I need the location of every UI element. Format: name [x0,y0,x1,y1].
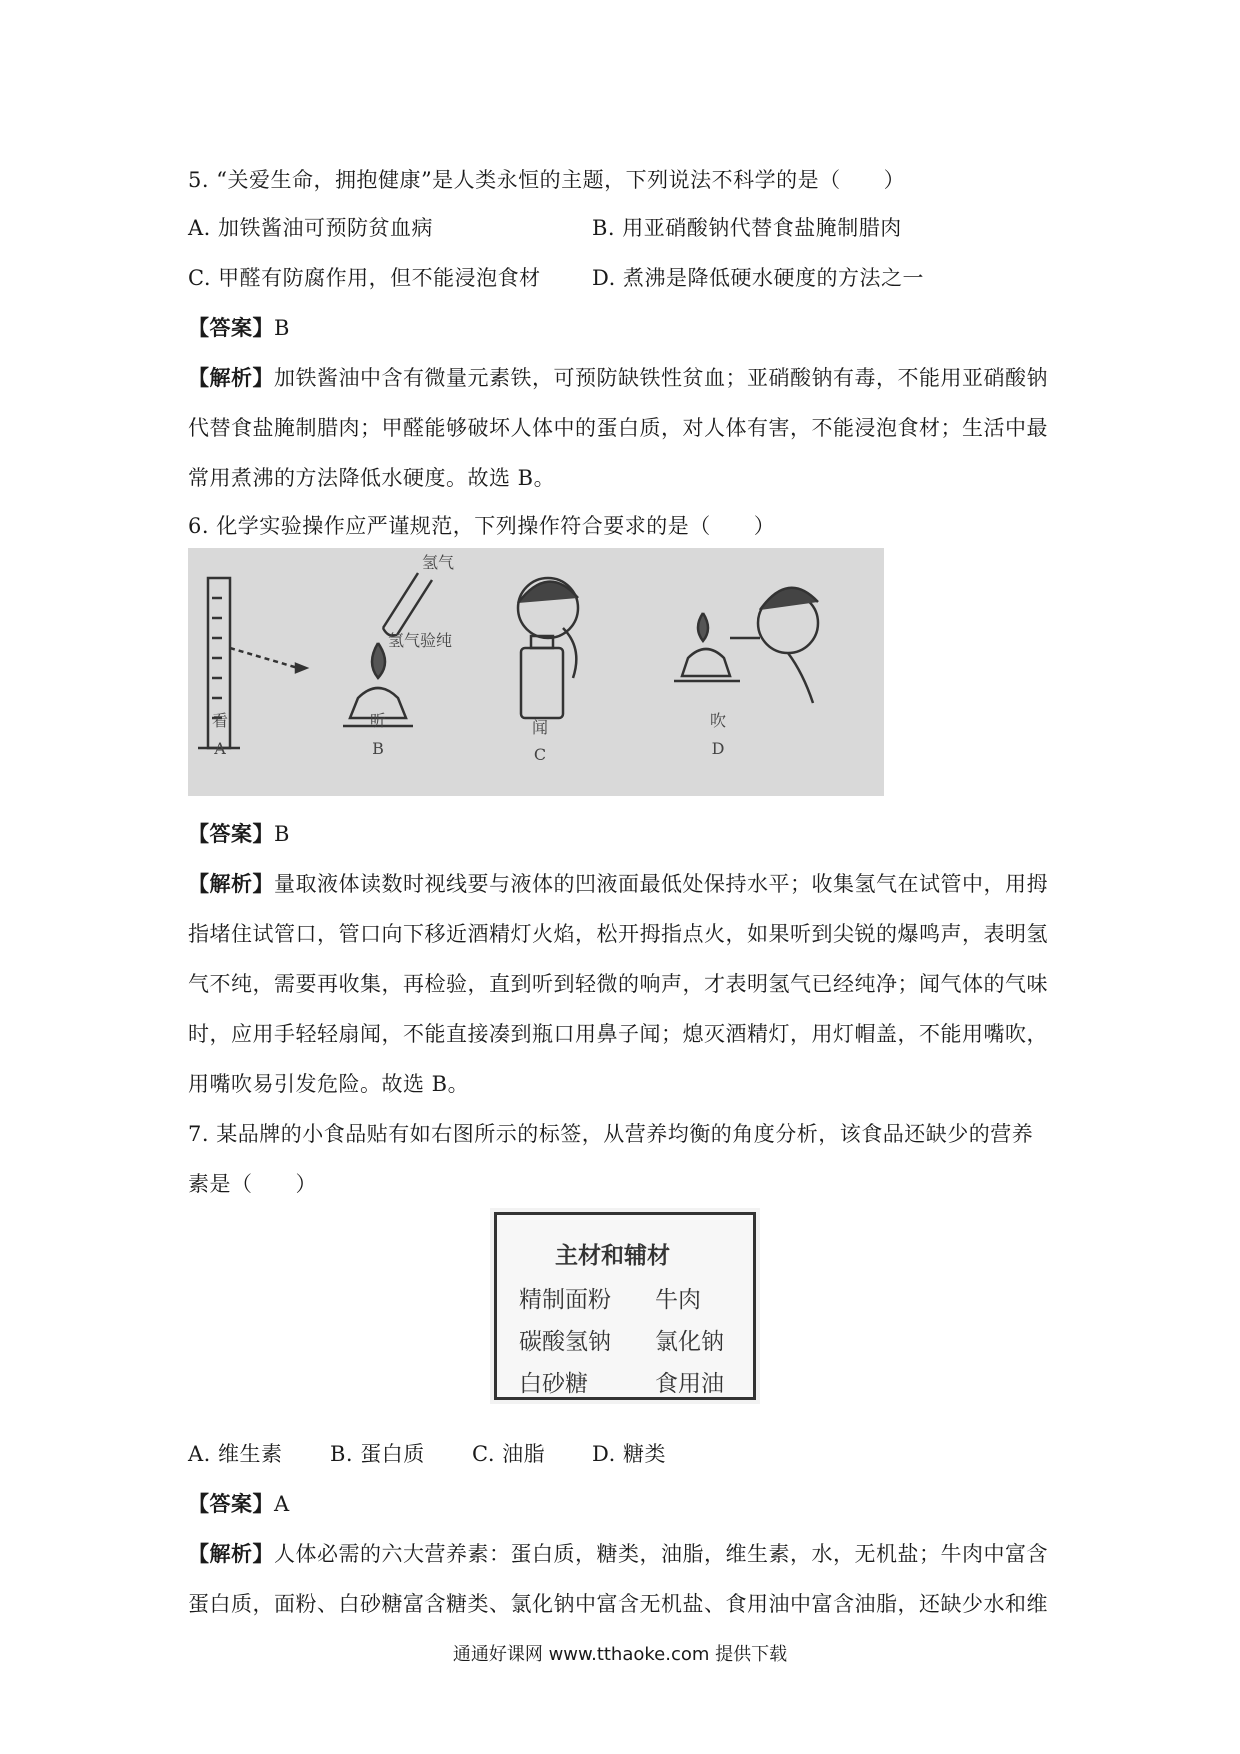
letter-a: A [214,739,226,758]
analysis-text: 人体必需的六大营养素：蛋白质，糖类，油脂，维生素，水，无机盐；牛肉中富含 [274,1542,1048,1566]
q6-analysis-line-4: 时，应用手轻轻扇闻，不能直接凑到瓶口用鼻子闻；熄灭酒精灯，用灯帽盖，不能用嘴吹， [188,1022,1048,1046]
analysis-tag: 【解析】 [188,1541,274,1566]
q7-option-a: A. 维生素 [188,1442,283,1466]
answer-tag: 【答案】 [188,821,274,846]
food-label-item: 牛肉 [655,1287,701,1313]
q7-option-d: D. 糖类 [592,1442,666,1466]
answer-value: A [274,1492,290,1516]
tube-label: 氢气 [421,553,455,572]
food-label [490,1208,760,1404]
analysis-tag: 【解析】 [188,871,274,896]
analysis-tag: 【解析】 [188,365,274,390]
test-label: 氢气验纯 [387,631,453,650]
q6-answer [188,818,290,848]
smelling-head-icon [518,578,578,718]
q7-stem-line-2: 素是（ ） [188,1172,317,1196]
q7-stem-line-1: 7. 某品牌的小食品贴有如右图所示的标签，从营养均衡的角度分析，该食品还缺少的营养 [188,1122,1034,1146]
q5-option-a: A. 加铁酱油可预防贫血病 [188,216,434,240]
analysis-text: 加铁酱油中含有微量元素铁，可预防缺铁性贫血；亚硝酸钠有毒，不能用亚硝酸钠 [274,366,1048,390]
q5-answer [188,312,290,342]
caption-c: 闻 [531,718,549,737]
q7-option-b: B. 蛋白质 [330,1442,425,1466]
q7-option-c: C. 油脂 [472,1442,546,1466]
blowing-head-icon [674,588,818,703]
q5-option-c: C. 甲醛有防腐作用，但不能浸泡食材 [188,266,541,290]
food-label-item: 白砂糖 [519,1371,588,1397]
page-footer: 通通好课网 www.tthaoke.com 提供下载 [452,1644,788,1665]
caption-b: 听 [369,711,387,730]
q6-analysis-line-2: 指堵住试管口，管口向下移近酒精灯火焰，松开拇指点火，如果听到尖锐的爆鸣声，表明氢 [188,922,1048,946]
food-label-item: 精制面粉 [519,1287,611,1313]
q5-analysis-line-3: 常用煮沸的方法降低水硬度。故选 B。 [188,466,556,490]
caption-d: 吹 [709,711,727,730]
letter-d: D [711,739,725,758]
food-label-item: 氯化钠 [655,1329,724,1355]
food-label-item: 食用油 [655,1371,724,1397]
answer-value: B [274,316,290,340]
q7-analysis-line-2: 蛋白质，面粉、白砂糖富含糖类、氯化钠中富含无机盐、食用油中富含油脂，还缺少水和维 [188,1592,1048,1616]
letter-b: B [372,739,384,758]
answer-value: B [274,822,290,846]
q6-analysis-line-3: 气不纯，需要再收集，再检验，直到听到轻微的响声，才表明氢气已经纯净；闻气体的气味 [188,972,1048,996]
q5-option-d: D. 煮沸是降低硬水硬度的方法之一 [592,266,924,290]
analysis-text: 量取液体读数时视线要与液体的凹液面最低处保持水平；收集氢气在试管中，用拇 [274,872,1048,896]
caption-a: 看 [211,711,229,730]
q5-option-b: B. 用亚硝酸钠代替食盐腌制腊肉 [592,216,902,240]
q7-analysis-line-1 [188,1538,1048,1568]
q5-analysis-line-1 [188,362,1048,392]
lab-operations-figure [188,548,884,796]
answer-tag: 【答案】 [188,315,274,340]
food-label-title: 主材和辅材 [555,1243,670,1269]
q7-answer [188,1488,290,1518]
answer-tag: 【答案】 [188,1491,274,1516]
q5-analysis-line-2: 代替食盐腌制腊肉；甲醛能够破坏人体中的蛋白质，对人体有害，不能浸泡食材；生活中最 [188,416,1048,440]
food-label-item: 碳酸氢钠 [519,1329,611,1355]
q5-stem: 5. “关爱生命，拥抱健康”是人类永恒的主题，下列说法不科学的是（ ） [188,168,906,192]
q6-stem: 6. 化学实验操作应严谨规范，下列操作符合要求的是（ ） [188,514,776,538]
letter-c: C [533,745,547,764]
q6-analysis-line-1 [188,868,1048,898]
q6-figure [188,548,884,796]
q6-analysis-line-5: 用嘴吹易引发危险。故选 B。 [188,1072,470,1096]
